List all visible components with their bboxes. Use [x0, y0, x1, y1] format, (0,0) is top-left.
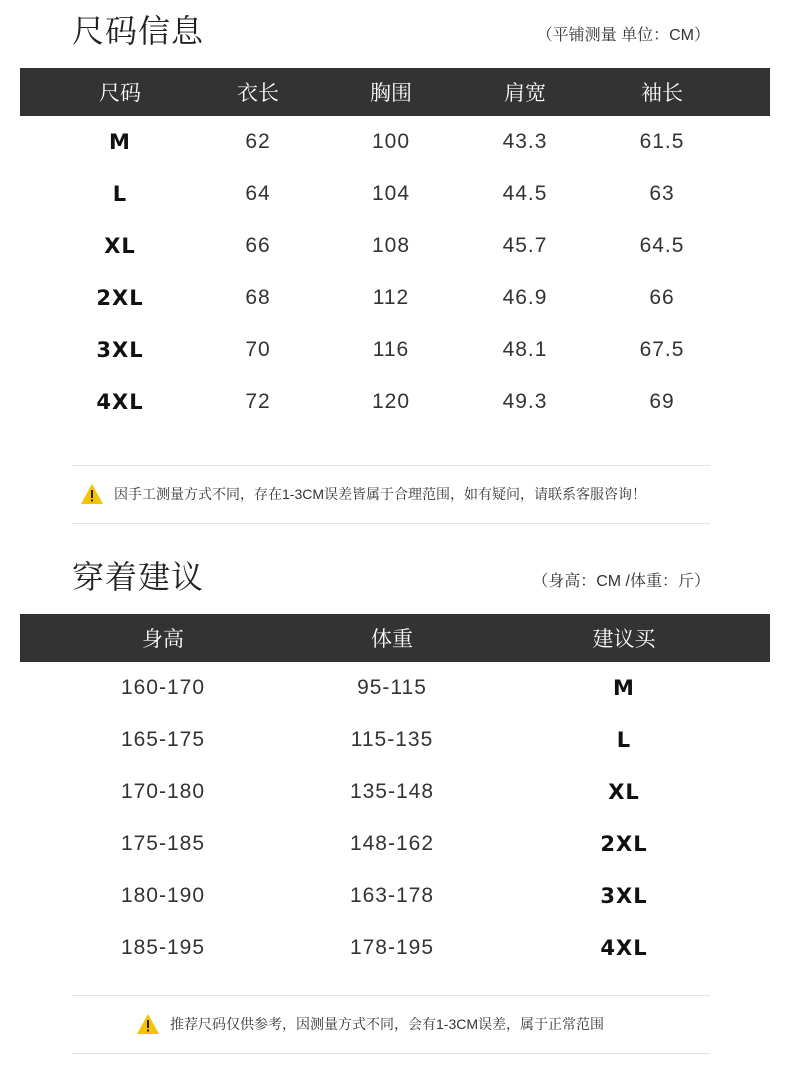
header-recommended-size: 建议买 [592, 628, 656, 651]
table-cell: 66 [649, 286, 675, 309]
table-cell: 120 [371, 390, 411, 413]
header-length: 衣长 [237, 82, 279, 105]
table-cell: 180-190 [120, 884, 206, 907]
size-info-unit-note: （平铺测量 单位：CM） [536, 27, 710, 44]
advice-row [20, 662, 770, 714]
table-cell: 64 [245, 182, 271, 205]
size-info-row [20, 168, 770, 220]
size-info-title: 尺码信息 [72, 13, 205, 49]
table-cell: 70 [245, 338, 271, 361]
advice-row [20, 818, 770, 870]
advice-row [20, 714, 770, 766]
table-cell: 95-115 [357, 676, 427, 699]
table-cell: 104 [371, 182, 411, 205]
advice-title: 穿着建议 [72, 559, 205, 595]
advice-body [20, 662, 770, 974]
size-label: 4XL [96, 390, 144, 414]
size-label: L [616, 728, 632, 752]
advice-header-row [20, 614, 770, 662]
divider [72, 465, 710, 466]
size-info-tip-text: 因手工测量方式不同，存在1-3CM误差皆属于合理范围，如有疑问，请联系客服咨询！ [114, 486, 647, 502]
table-cell: 100 [371, 130, 411, 153]
table-cell: 135-148 [349, 780, 435, 803]
table-cell: 112 [372, 286, 410, 309]
size-label: 2XL [600, 832, 648, 856]
table-cell: 148-162 [349, 832, 435, 855]
advice-table [20, 614, 770, 974]
table-cell: 43.3 [502, 130, 548, 153]
table-cell: 116 [372, 338, 410, 361]
size-label: XL [104, 234, 136, 258]
header-weight: 体重 [371, 628, 413, 651]
advice-row [20, 870, 770, 922]
table-cell: 69 [649, 390, 675, 413]
table-cell: 49.3 [502, 390, 548, 413]
size-info-header-row [20, 68, 770, 116]
size-info-body [20, 116, 770, 428]
table-cell: 163-178 [349, 884, 435, 907]
table-cell: 115-135 [350, 728, 434, 751]
size-label: L [112, 182, 128, 206]
header-chest: 胸围 [370, 82, 412, 105]
table-cell: 170-180 [120, 780, 206, 803]
advice-row [20, 922, 770, 974]
advice-unit-note: （身高：CM /体重：斤） [532, 573, 710, 590]
table-cell: 68 [245, 286, 271, 309]
size-info-row [20, 220, 770, 272]
table-cell: 67.5 [639, 338, 685, 361]
table-cell: 62 [245, 130, 271, 153]
table-cell: 45.7 [502, 234, 548, 257]
header-height: 身高 [142, 628, 184, 651]
header-sleeve: 袖长 [641, 82, 683, 105]
size-label: 4XL [600, 936, 648, 960]
advice-tip-text: 推荐尺码仅供参考，因测量方式不同，会有1-3CM误差，属于正常范围 [170, 1016, 605, 1032]
table-cell: 178-195 [349, 936, 435, 959]
size-info-row [20, 272, 770, 324]
size-info-row [20, 116, 770, 168]
table-cell: 63 [649, 182, 675, 205]
divider [72, 1053, 710, 1054]
table-cell: 108 [371, 234, 411, 257]
table-cell: 175-185 [120, 832, 206, 855]
warning-triangle-icon [80, 483, 104, 505]
table-cell: 160-170 [120, 676, 206, 699]
size-info-row [20, 376, 770, 428]
size-label: 2XL [96, 286, 144, 310]
size-info-row [20, 324, 770, 376]
table-cell: 61.5 [639, 130, 685, 153]
size-label: XL [608, 780, 640, 804]
table-cell: 44.5 [502, 182, 548, 205]
size-label: M [109, 130, 131, 154]
advice-row [20, 766, 770, 818]
size-label: 3XL [96, 338, 144, 362]
divider [72, 995, 710, 996]
table-cell: 165-175 [120, 728, 206, 751]
warning-triangle-icon [136, 1013, 160, 1035]
table-cell: 66 [245, 234, 271, 257]
size-info-tip [80, 483, 646, 505]
table-cell: 72 [245, 390, 271, 413]
size-label: M [613, 676, 635, 700]
size-info-table [20, 68, 770, 428]
header-shoulder: 肩宽 [504, 82, 546, 105]
table-cell: 185-195 [120, 936, 206, 959]
table-cell: 64.5 [639, 234, 685, 257]
table-cell: 48.1 [502, 338, 548, 361]
advice-tip [136, 1013, 604, 1035]
table-cell: 46.9 [502, 286, 548, 309]
divider [72, 523, 710, 524]
size-label: 3XL [600, 884, 648, 908]
header-size: 尺码 [99, 82, 141, 105]
